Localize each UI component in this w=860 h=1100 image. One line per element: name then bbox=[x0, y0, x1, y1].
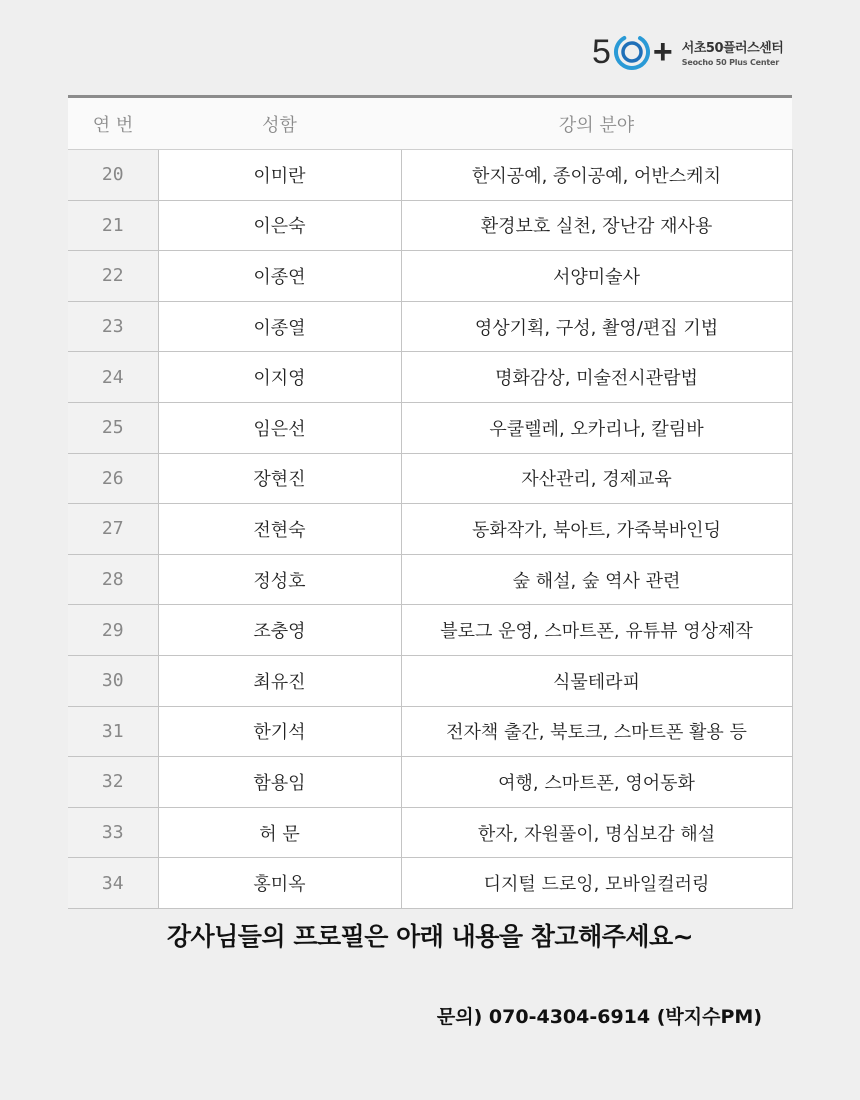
table-row bbox=[68, 655, 792, 706]
row-number: 33 bbox=[68, 807, 158, 858]
table-row bbox=[68, 352, 792, 403]
table-row bbox=[68, 807, 792, 858]
row-number: 31 bbox=[68, 706, 158, 757]
row-name: 이종연 bbox=[158, 251, 401, 302]
row-number: 25 bbox=[68, 402, 158, 453]
contact-info: 문의) 070-4304-6914 (박지수PM) bbox=[436, 1006, 762, 1028]
row-number: 23 bbox=[68, 301, 158, 352]
logo-name-kr: 서초50플러스센터 bbox=[681, 41, 784, 56]
logo-text bbox=[682, 37, 784, 67]
row-name: 홍미옥 bbox=[158, 858, 401, 909]
row-number: 30 bbox=[68, 655, 158, 706]
header-subject: 강의 분야 bbox=[401, 97, 792, 150]
table-row bbox=[68, 757, 792, 808]
table-row bbox=[68, 301, 792, 352]
row-name: 조충영 bbox=[158, 605, 401, 656]
table-row bbox=[68, 858, 792, 909]
row-name: 한기석 bbox=[158, 706, 401, 757]
row-number: 34 bbox=[68, 858, 158, 909]
row-subject: 여행, 스마트폰, 영어동화 bbox=[401, 757, 792, 808]
row-name: 이미란 bbox=[158, 150, 401, 201]
row-subject: 자산관리, 경제교육 bbox=[401, 453, 792, 504]
logo-plus: + bbox=[652, 33, 673, 71]
row-subject: 식물테라피 bbox=[401, 655, 792, 706]
row-name: 함용임 bbox=[158, 757, 401, 808]
row-number: 21 bbox=[68, 200, 158, 251]
table-row bbox=[68, 402, 792, 453]
row-name: 임은선 bbox=[158, 402, 401, 453]
row-number: 22 bbox=[68, 251, 158, 302]
logo-ring-icon bbox=[612, 32, 652, 72]
table-row bbox=[68, 554, 792, 605]
table-header-row bbox=[68, 97, 792, 150]
logo-name-en: Seocho 50 Plus Center bbox=[681, 58, 779, 67]
logo-five: 5 bbox=[592, 33, 611, 71]
table-row bbox=[68, 251, 792, 302]
table-row bbox=[68, 200, 792, 251]
row-name: 최유진 bbox=[158, 655, 401, 706]
row-number: 20 bbox=[68, 150, 158, 201]
row-subject: 동화작가, 북아트, 가죽북바인딩 bbox=[401, 504, 792, 555]
row-name: 이지영 bbox=[158, 352, 401, 403]
table-row bbox=[68, 504, 792, 555]
row-subject: 숲 해설, 숲 역사 관련 bbox=[401, 554, 792, 605]
row-subject: 블로그 운영, 스마트폰, 유튜뷰 영상제작 bbox=[401, 605, 792, 656]
row-number: 28 bbox=[68, 554, 158, 605]
row-number: 24 bbox=[68, 352, 158, 403]
row-number: 27 bbox=[68, 504, 158, 555]
row-subject: 환경보호 실천, 장난감 재사용 bbox=[401, 200, 792, 251]
row-subject: 한지공예, 종이공예, 어반스케치 bbox=[401, 150, 792, 201]
row-number: 32 bbox=[68, 757, 158, 808]
row-number: 26 bbox=[68, 453, 158, 504]
row-name: 이종열 bbox=[158, 301, 401, 352]
row-subject: 한자, 자원풀이, 명심보감 해설 bbox=[401, 807, 792, 858]
instructor-table bbox=[68, 95, 793, 909]
row-name: 정성호 bbox=[158, 554, 401, 605]
row-number: 29 bbox=[68, 605, 158, 656]
logo-mark bbox=[592, 32, 673, 72]
center-logo bbox=[592, 32, 783, 72]
row-subject: 서양미술사 bbox=[401, 251, 792, 302]
row-name: 전현숙 bbox=[158, 504, 401, 555]
header-number: 연 번 bbox=[68, 97, 158, 150]
row-name: 장현진 bbox=[158, 453, 401, 504]
table-row bbox=[68, 150, 792, 201]
row-subject: 명화감상, 미술전시관람법 bbox=[401, 352, 792, 403]
header-name: 성함 bbox=[158, 97, 401, 150]
row-name: 이은숙 bbox=[158, 200, 401, 251]
table-row bbox=[68, 605, 792, 656]
row-subject: 전자책 출간, 북토크, 스마트폰 활용 등 bbox=[401, 706, 792, 757]
profile-notice: 강사님들의 프로필은 아래 내용을 참고해주세요~ bbox=[166, 922, 694, 951]
table-row bbox=[68, 706, 792, 757]
row-name: 허 문 bbox=[158, 807, 401, 858]
table-row bbox=[68, 453, 792, 504]
table-body bbox=[68, 150, 792, 909]
row-subject: 디지털 드로잉, 모바일컬러링 bbox=[401, 858, 792, 909]
row-subject: 우쿨렐레, 오카리나, 칼림바 bbox=[401, 402, 792, 453]
row-subject: 영상기획, 구성, 촬영/편집 기법 bbox=[401, 301, 792, 352]
